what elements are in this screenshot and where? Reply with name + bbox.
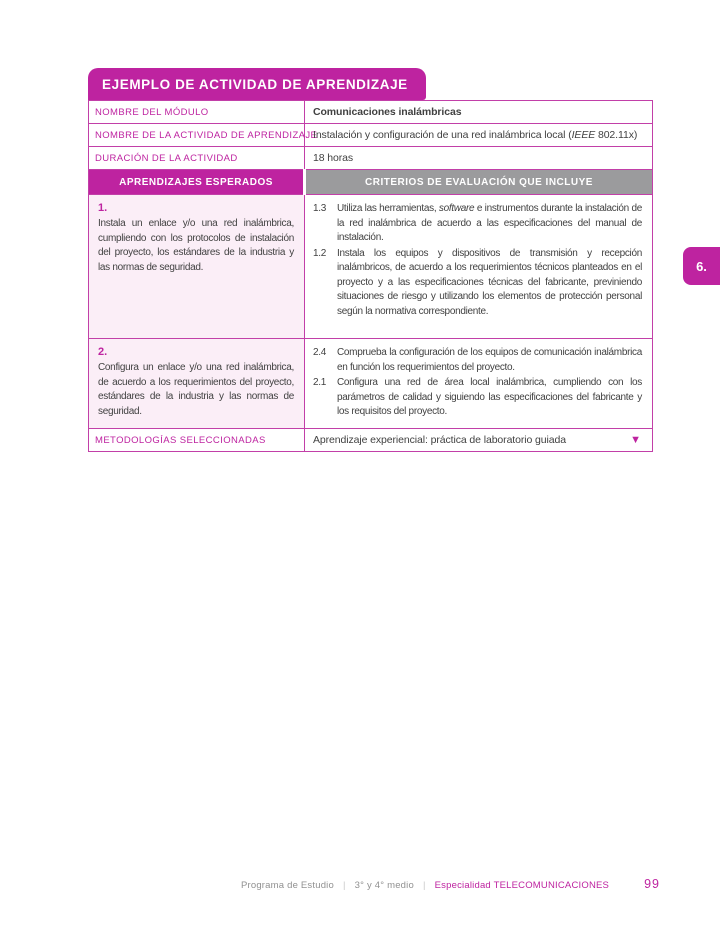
- criterion-text: [337, 202, 642, 246]
- methodology-value-cell: [305, 429, 653, 452]
- criterion-text: Instala los equipos y dispositivos de transmisión y recepción inalámbricos, de acuerdo a los requerimientos técnicos planteados en el proyecto y a las especificaciones técnicas del fabricante, previniendo situaciones de riesgo y utilizando los elementos de protección personal según la normativa correspondiente.: [337, 247, 642, 317]
- table-row: [89, 101, 653, 124]
- footer-specialty: Especialidad TELECOMUNICACIONES: [434, 880, 610, 891]
- module-value: [305, 101, 653, 124]
- page-title-label: EJEMPLO DE ACTIVIDAD DE APRENDIZAJE: [102, 76, 408, 92]
- table-header-row: [89, 170, 653, 195]
- module-value-text: Comunicaciones inalámbricas: [313, 106, 462, 118]
- criterion-text-italic: software: [438, 203, 475, 214]
- objective-number: 1.: [98, 202, 108, 214]
- table-row: [89, 147, 653, 170]
- methodology-value: Aprendizaje experiencial: práctica de laboratorio guiada: [313, 434, 566, 446]
- objective-text: Configura un enlace y/o una red inalámbrica, de acuerdo a los requerimientos del proyecto, estándares de la industria y las normas de seguridad.: [98, 362, 294, 417]
- learning-row-2: [89, 339, 653, 429]
- criterion-number: 1.2: [313, 247, 327, 259]
- criterion-item: [313, 247, 642, 320]
- criterion-number: 2.1: [313, 377, 327, 388]
- footer-separator: |: [422, 880, 426, 891]
- criterion-number: 1.3: [313, 203, 327, 214]
- table-row: [89, 124, 653, 147]
- footer-program: Programa de Estudio: [240, 880, 334, 891]
- duration-value: 18 horas: [305, 147, 653, 170]
- dropdown-arrow-icon: ▼: [630, 433, 641, 446]
- footer-grades: 3° y 4° medio: [354, 880, 414, 891]
- criterion-item: [313, 202, 642, 246]
- criterion-text: Configura una red de área local inalámbrica, cumpliendo con los parámetros de calidad y siguiendo las especificaciones del fabricante y los requisitos del proyecto.: [337, 377, 642, 417]
- activity-name-label: NOMBRE DE LA ACTIVIDAD DE APRENDIZAJE: [89, 124, 305, 147]
- page-number: 99: [644, 877, 660, 891]
- methodology-label: METODOLOGÍAS SELECCIONADAS: [89, 429, 305, 452]
- objective-number: 2.: [98, 346, 108, 358]
- criterion-text-pre: Utiliza las herramientas,: [337, 203, 439, 214]
- methodology-row: [89, 429, 653, 452]
- header-criterios: CRITERIOS DE EVALUACIÓN QUE INCLUYE: [305, 170, 653, 195]
- objective-text: Instala un enlace y/o una red inalámbrica, cumpliendo con los protocolos de instalación del proyecto, los estándares de la industria y las normas de seguridad.: [98, 218, 294, 273]
- duration-label: DURACIÓN DE LA ACTIVIDAD: [89, 147, 305, 170]
- activity-value-post: 802.11x): [595, 129, 638, 141]
- footer-separator: |: [342, 880, 346, 891]
- chapter-number: 6.: [696, 258, 707, 274]
- criterion-number: 2.4: [313, 347, 327, 358]
- criterion-text-post: e instrumentos durante la instalación de la red inalámbrica de acuerdo a las especificaciones del manual de instalación.: [337, 203, 642, 243]
- activity-name-value: [305, 124, 653, 147]
- criteria-cell-1: [305, 195, 653, 339]
- criterion-text: Comprueba la configuración de los equipos de comunicación inalámbrica en función los requerimientos del proyecto.: [337, 347, 642, 373]
- module-label: NOMBRE DEL MÓDULO: [89, 101, 305, 124]
- learning-row-1: [89, 195, 653, 339]
- chapter-side-tab: [683, 247, 720, 285]
- criterion-item: [313, 376, 642, 420]
- objective-cell-1: [89, 195, 305, 339]
- activity-table: [88, 100, 653, 452]
- criteria-cell-2: [305, 339, 653, 429]
- header-aprendizajes: APRENDIZAJES ESPERADOS: [89, 170, 305, 195]
- objective-cell-2: [89, 339, 305, 429]
- activity-value-pre: Instalación y configuración de una red inalámbrica local (: [313, 129, 572, 141]
- criterion-item: [313, 346, 642, 375]
- page-footer: [88, 877, 660, 891]
- activity-value-italic: IEEE: [571, 129, 596, 141]
- page-title: [88, 68, 426, 100]
